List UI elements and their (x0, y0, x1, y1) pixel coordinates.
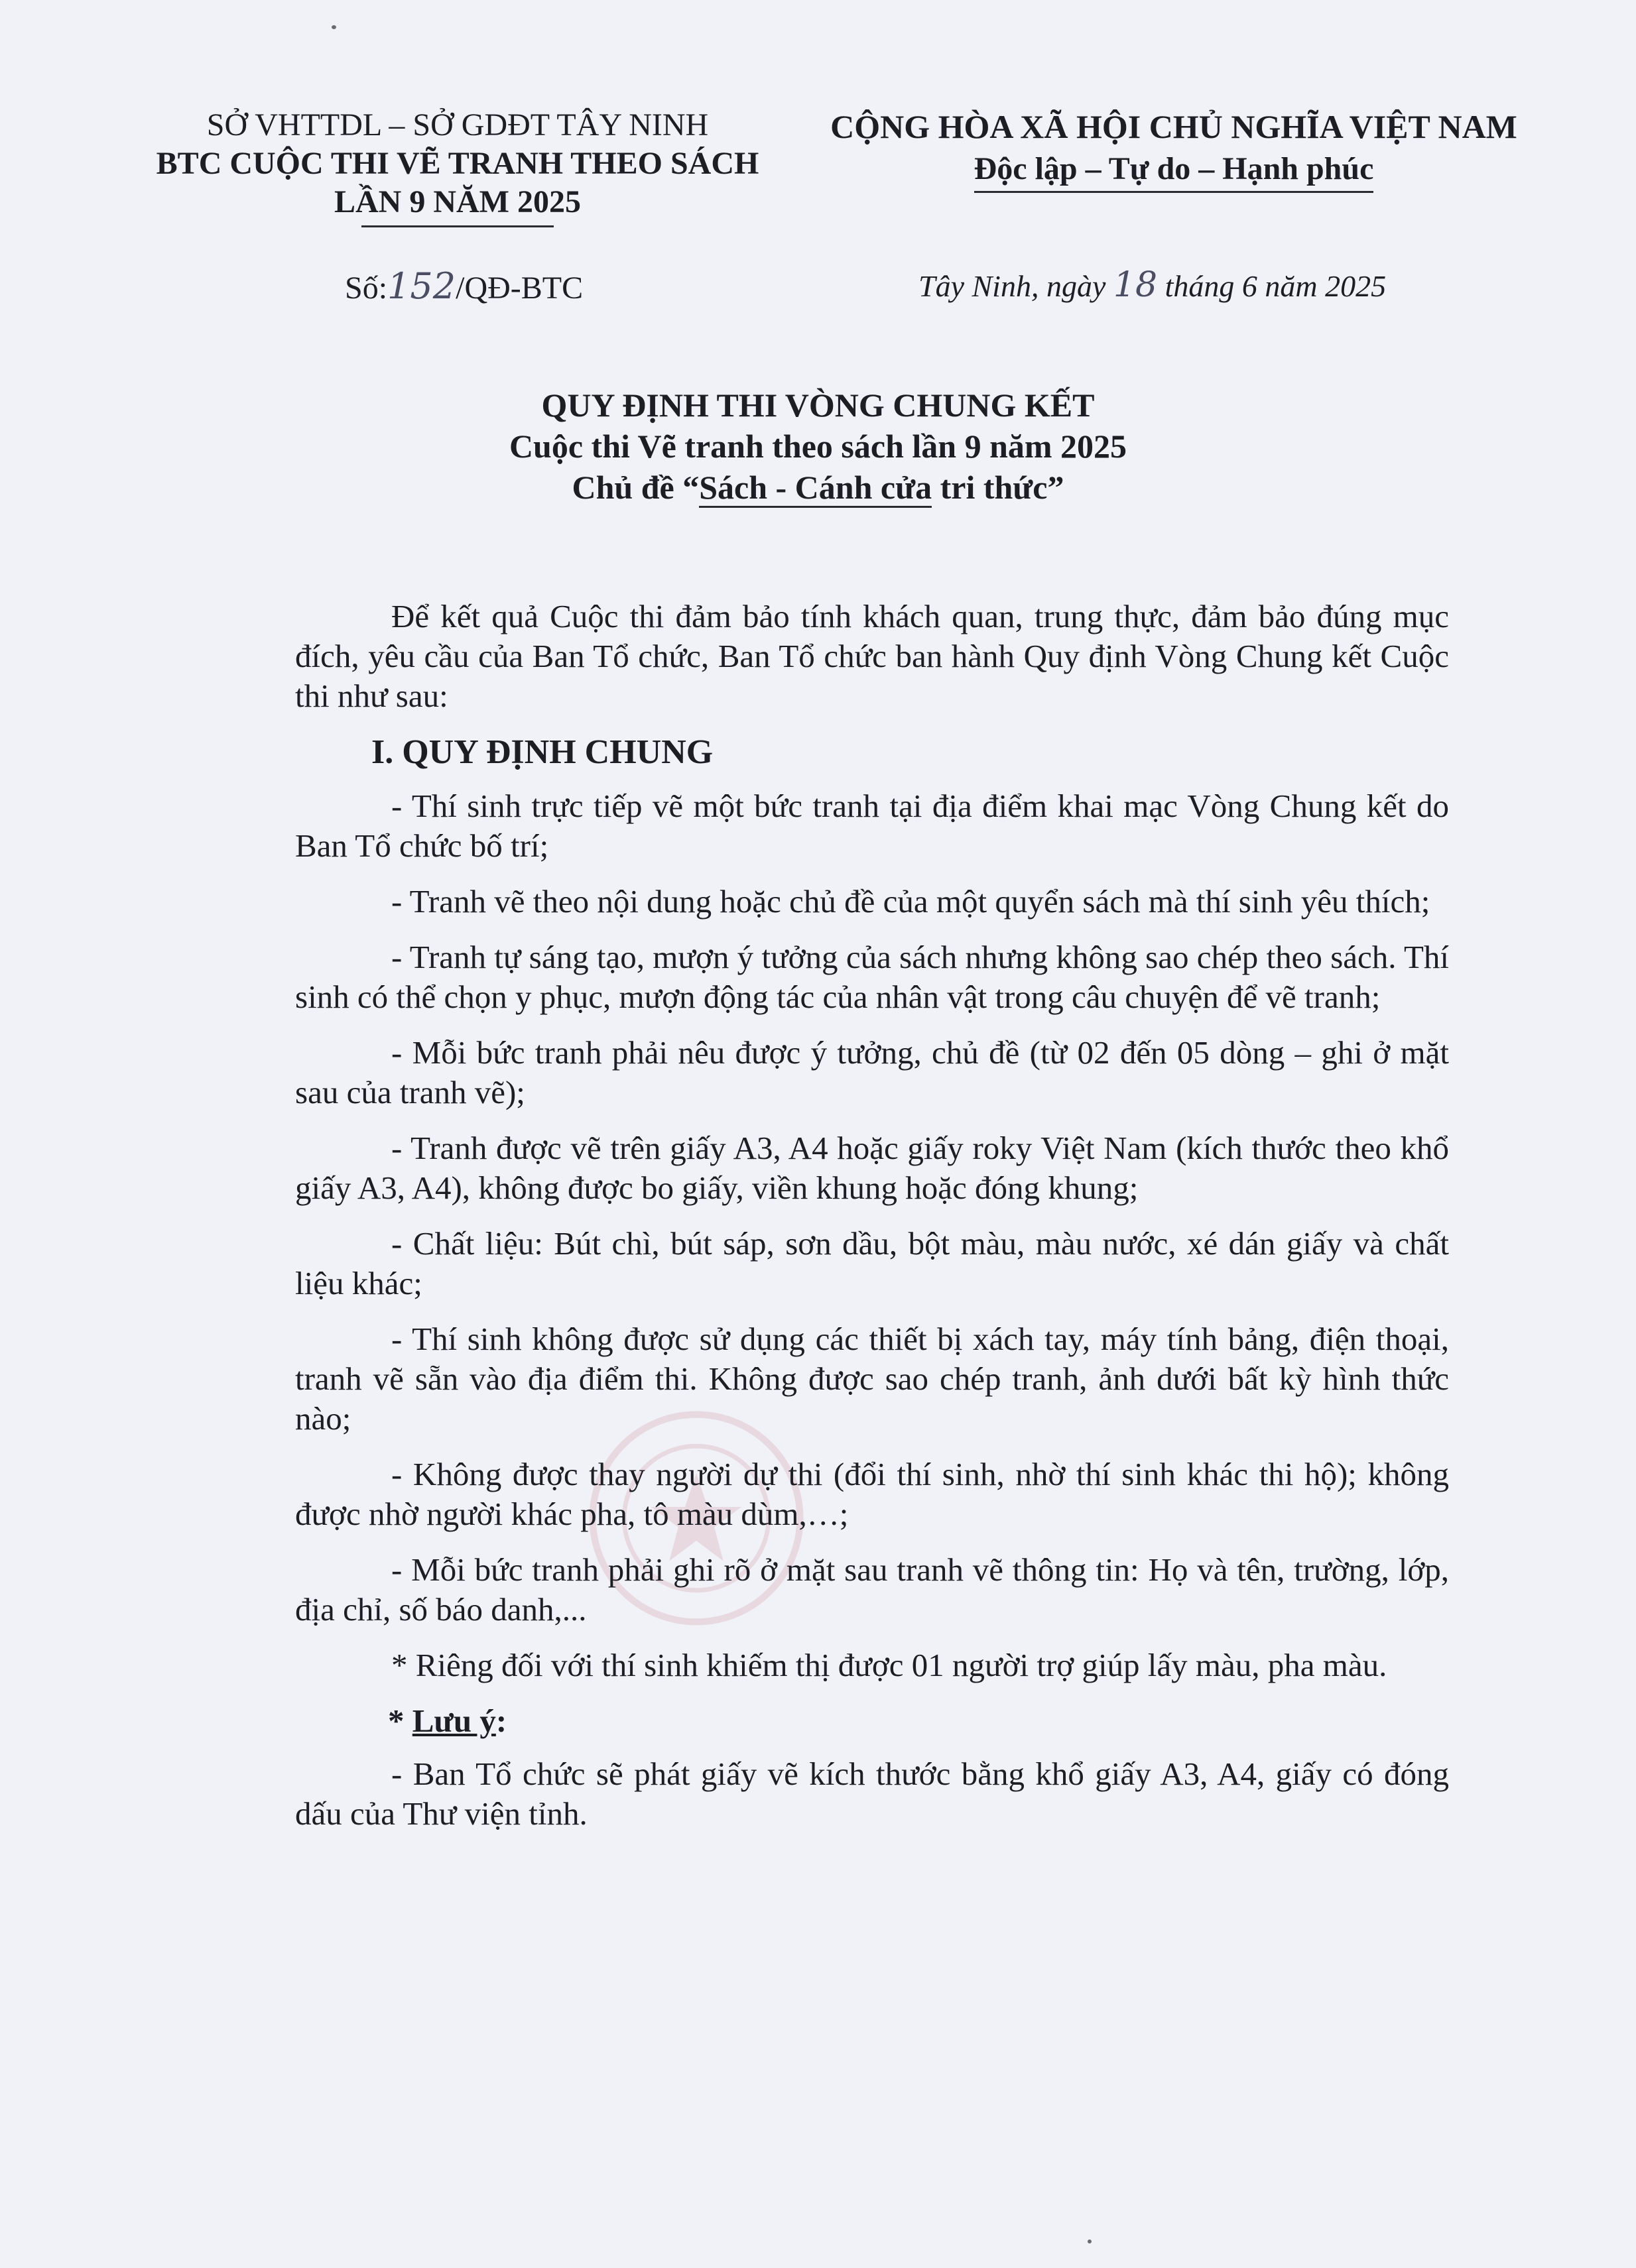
agency-line: SỞ VHTTDL – SỞ GDĐT TÂY NINH (206, 107, 709, 143)
doc-number-suffix: /QĐ-BTC (456, 270, 584, 306)
section-1-heading: I. QUY ĐỊNH CHUNG (371, 733, 714, 771)
document-body (295, 597, 1449, 1850)
rule-item: * Riêng đối với thí sinh khiếm thị được 01 người trợ giúp lấy màu, pha màu. (391, 1647, 1387, 1683)
scan-speck (1088, 2239, 1092, 2243)
organizer-line-1: BTC CUỘC THI VẼ TRANH THEO SÁCH (156, 146, 759, 181)
theme-suffix: tri thức” (932, 469, 1064, 506)
rule-item: - Tranh vẽ theo nội dung hoặc chủ đề của một quyển sách mà thí sinh yêu thích; (391, 883, 1430, 920)
doc-number-prefix: Số: (345, 270, 388, 306)
note-colon: : (495, 1702, 507, 1739)
header-divider (361, 225, 554, 227)
rule-item: - Chất liệu: Bút chì, bút sáp, sơn dầu, bột màu, màu nước, xé dán giấy và chất liệu khác; (295, 1225, 1449, 1301)
day-handwritten: 18 (1113, 265, 1158, 305)
rule-item: - Thí sinh trực tiếp vẽ một bức tranh tại địa điểm khai mạc Vòng Chung kết do Ban Tổ chức bố trí; (295, 788, 1449, 864)
title-line-1: QUY ĐỊNH THI VÒNG CHUNG KẾT (541, 387, 1095, 424)
document-title (199, 385, 1437, 508)
note-star: * (388, 1702, 412, 1739)
issuing-agency-block (119, 106, 796, 227)
rule-item: - Tranh tự sáng tạo, mượn ý tưởng của sách nhưng không sao chép theo sách. Thí sinh có thể chọn y phục, mượn động tác của nhân vật trong câu chuyện để vẽ tranh; (295, 939, 1449, 1015)
theme-prefix: Chủ đề “ (572, 469, 700, 506)
scan-speck (332, 25, 336, 29)
note-heading (295, 1701, 1449, 1741)
intro-paragraph: Để kết quả Cuộc thi đảm bảo tính khách quan, trung thực, đảm bảo đúng mục đích, yêu cầu của Ban Tổ chức, Ban Tổ chức ban hành Quy định Vòng Chung kết Cuộc thi như sau: (295, 598, 1449, 714)
country-name: CỘNG HÒA XÃ HỘI CHỦ NGHĨA VIỆT NAM (830, 108, 1517, 145)
national-motto: Độc lập – Tự do – Hạnh phúc (974, 149, 1374, 193)
place-date (918, 265, 1386, 305)
national-title-block (796, 106, 1552, 193)
rule-item: - Không được thay người dự thi (đổi thí sinh, nhờ thí sinh khác thi hộ); không được nhờ người khác pha, tô màu dùm,…; (295, 1456, 1449, 1532)
organizer-line-2: LẦN 9 NĂM 2025 (334, 184, 581, 219)
rule-item: - Tranh được vẽ trên giấy A3, A4 hoặc giấy roky Việt Nam (kích thước theo khổ giấy A3, A4), không được bo giấy, viền khung hoặc đóng khung; (295, 1130, 1449, 1206)
theme-underlined: Sách - Cánh cửa (699, 469, 932, 508)
note-item: - Ban Tổ chức sẽ phát giấy vẽ kích thước bằng khổ giấy A3, A4, giấy có đóng dấu của Thư viện tỉnh. (295, 1756, 1449, 1832)
title-line-2: Cuộc thi Vẽ tranh theo sách lần 9 năm 2025 (509, 428, 1127, 465)
rule-item: - Mỗi bức tranh phải nêu được ý tưởng, chủ đề (từ 02 đến 05 dòng – ghi ở mặt sau của tranh vẽ); (295, 1034, 1449, 1110)
rule-item: - Thí sinh không được sử dụng các thiết bị xách tay, máy tính bảng, điện thoại, tranh vẽ sẵn vào địa điểm thi. Không được sao chép tranh, ảnh dưới bất kỳ hình thức nào; (295, 1321, 1449, 1437)
document-number (345, 265, 583, 307)
rule-item: - Mỗi bức tranh phải ghi rõ ở mặt sau tranh vẽ thông tin: Họ và tên, trường, lớp, địa chỉ, số báo danh,... (295, 1551, 1449, 1628)
place-date-suffix: tháng 6 năm 2025 (1164, 269, 1387, 303)
title-line-3 (572, 467, 1064, 508)
place-date-prefix: Tây Ninh, ngày (918, 269, 1106, 303)
doc-number-handwritten: 152 (387, 265, 456, 307)
note-label: Lưu ý (412, 1702, 496, 1739)
